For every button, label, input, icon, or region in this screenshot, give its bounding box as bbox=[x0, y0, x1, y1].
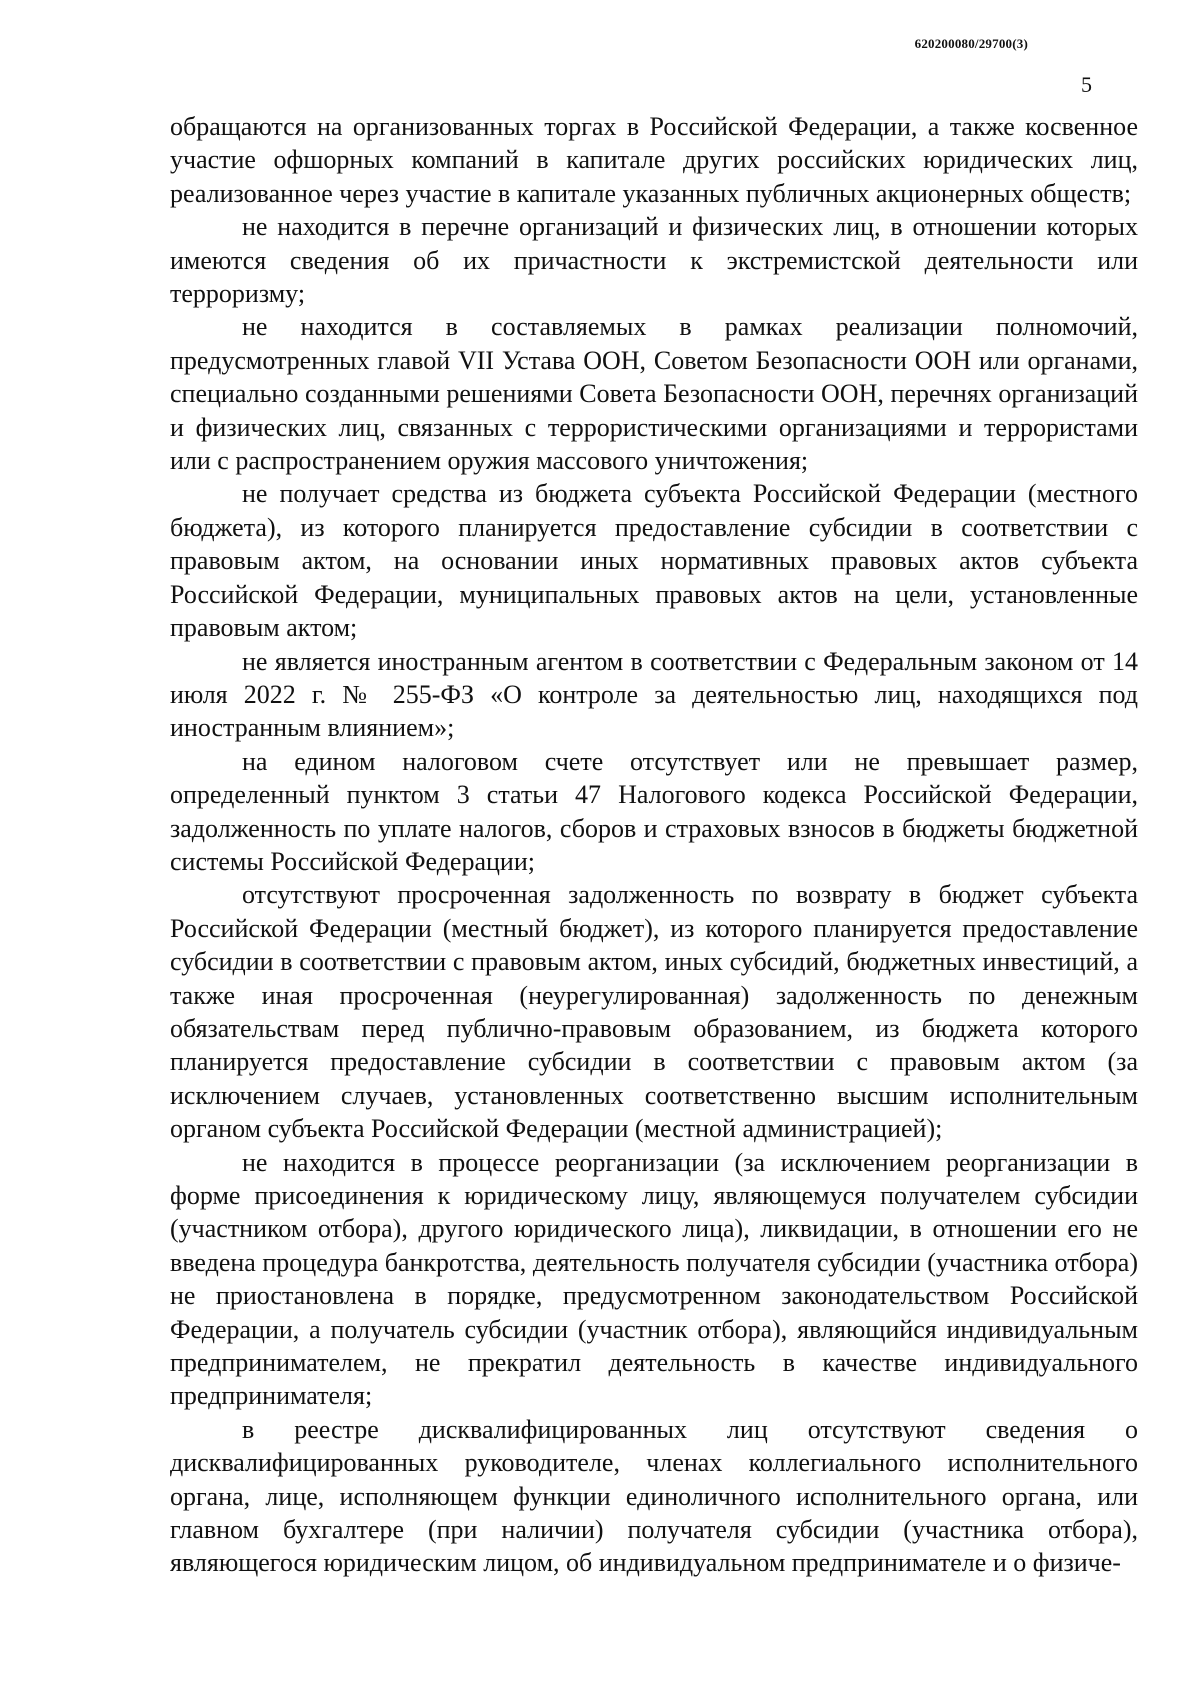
paragraph-6: на едином налоговом счете отсутствует или не превышает размер, определенный пунктом 3 статьи 47 Налогового кодекса Российской Федерации, задолженность по уплате налогов, сборов и страховых взносов в бюджеты бюджетной системы Российской Федерации; bbox=[170, 746, 1138, 876]
document-body bbox=[170, 110, 1138, 1580]
paragraph-1: обращаются на организованных торгах в Российской Федерации, а также косвенное участие офшорных компаний в капитале других российских юридических лиц, реализованное через участие в капитале указанных публичных акционерных обществ; bbox=[170, 112, 1138, 208]
paragraph-5: не является иностранным агентом в соответствии с Федеральным законом от 14 июля 2022 г. № 255-ФЗ «О контроле за деятельностью лиц, находящихся под иностранным влиянием»; bbox=[170, 646, 1138, 743]
document-id: 620200080/29700(3) bbox=[914, 36, 1028, 51]
paragraph-2: не находится в перечне организаций и физических лиц, в отношении которых имеются сведения об их причастности к экстремистской деятельности или терроризму; bbox=[170, 212, 1138, 309]
page-number: 5 bbox=[1081, 72, 1092, 97]
paragraph-3: не находится в составляемых в рамках реализации полномочий, предусмотренных главой VII Устава ООН, Советом Безопасности ООН или органами, специально созданными решениями Совета Безопасности ООН, перечнях организаций и физических лиц, связанных с террористическими организациями и террористами или с распространением оружия массового уничтожения; bbox=[170, 312, 1138, 476]
paragraph-8: не находится в процессе реорганизации (за исключением реорганизации в форме присоединения к юридическому лицу, являющемуся получателем субсидии (участником отбора), другого юридического лица), ликвидации, в отношении его не введена процедура банкротства, деятельность получателя субсидии (участника отбора) не приостановлена в порядке, предусмотренном законодательством Российской Федерации, а получатель субсидии (участник отбора), являющийся индивидуальным предпринимателем, не прекратил деятельность в качестве индивидуального предпринимателя; bbox=[170, 1147, 1138, 1411]
paragraph-4: не получает средства из бюджета субъекта Российской Федерации (местного бюджета), из которого планируется предоставление субсидии в соответствии с правовым актом, на основании иных нормативных правовых актов субъекта Российской Федерации, муниципальных правовых актов на цели, установленные правовым актом; bbox=[170, 479, 1138, 643]
paragraph-9: в реестре дисквалифицированных лиц отсутствуют сведения о дисквалифицированных руководителе, членах коллегиального исполнительного органа, лице, исполняющем функции единоличного исполнительного органа, или главном бухгалтере (при наличии) получателя субсидии (участника отбора), являющегося юридическим лицом, об индивидуальном предпринимателе и о физиче- bbox=[170, 1414, 1138, 1578]
paragraph-7: отсутствуют просроченная задолженность по возврату в бюджет субъекта Российской Федерации (местный бюджет), из которого планируется предоставление субсидии в соответствии с правовым актом, иных субсидий, бюджетных инвестиций, а также иная просроченная (неурегулированная) задолженность по денежным обязательствам перед публично-правовым образованием, из бюджета которого планируется предоставление субсидии в соответствии с правовым актом (за исключением случаев, установленных соответственно высшим исполнительным органом субъекта Российской Федерации (местной администрацией); bbox=[170, 880, 1138, 1144]
